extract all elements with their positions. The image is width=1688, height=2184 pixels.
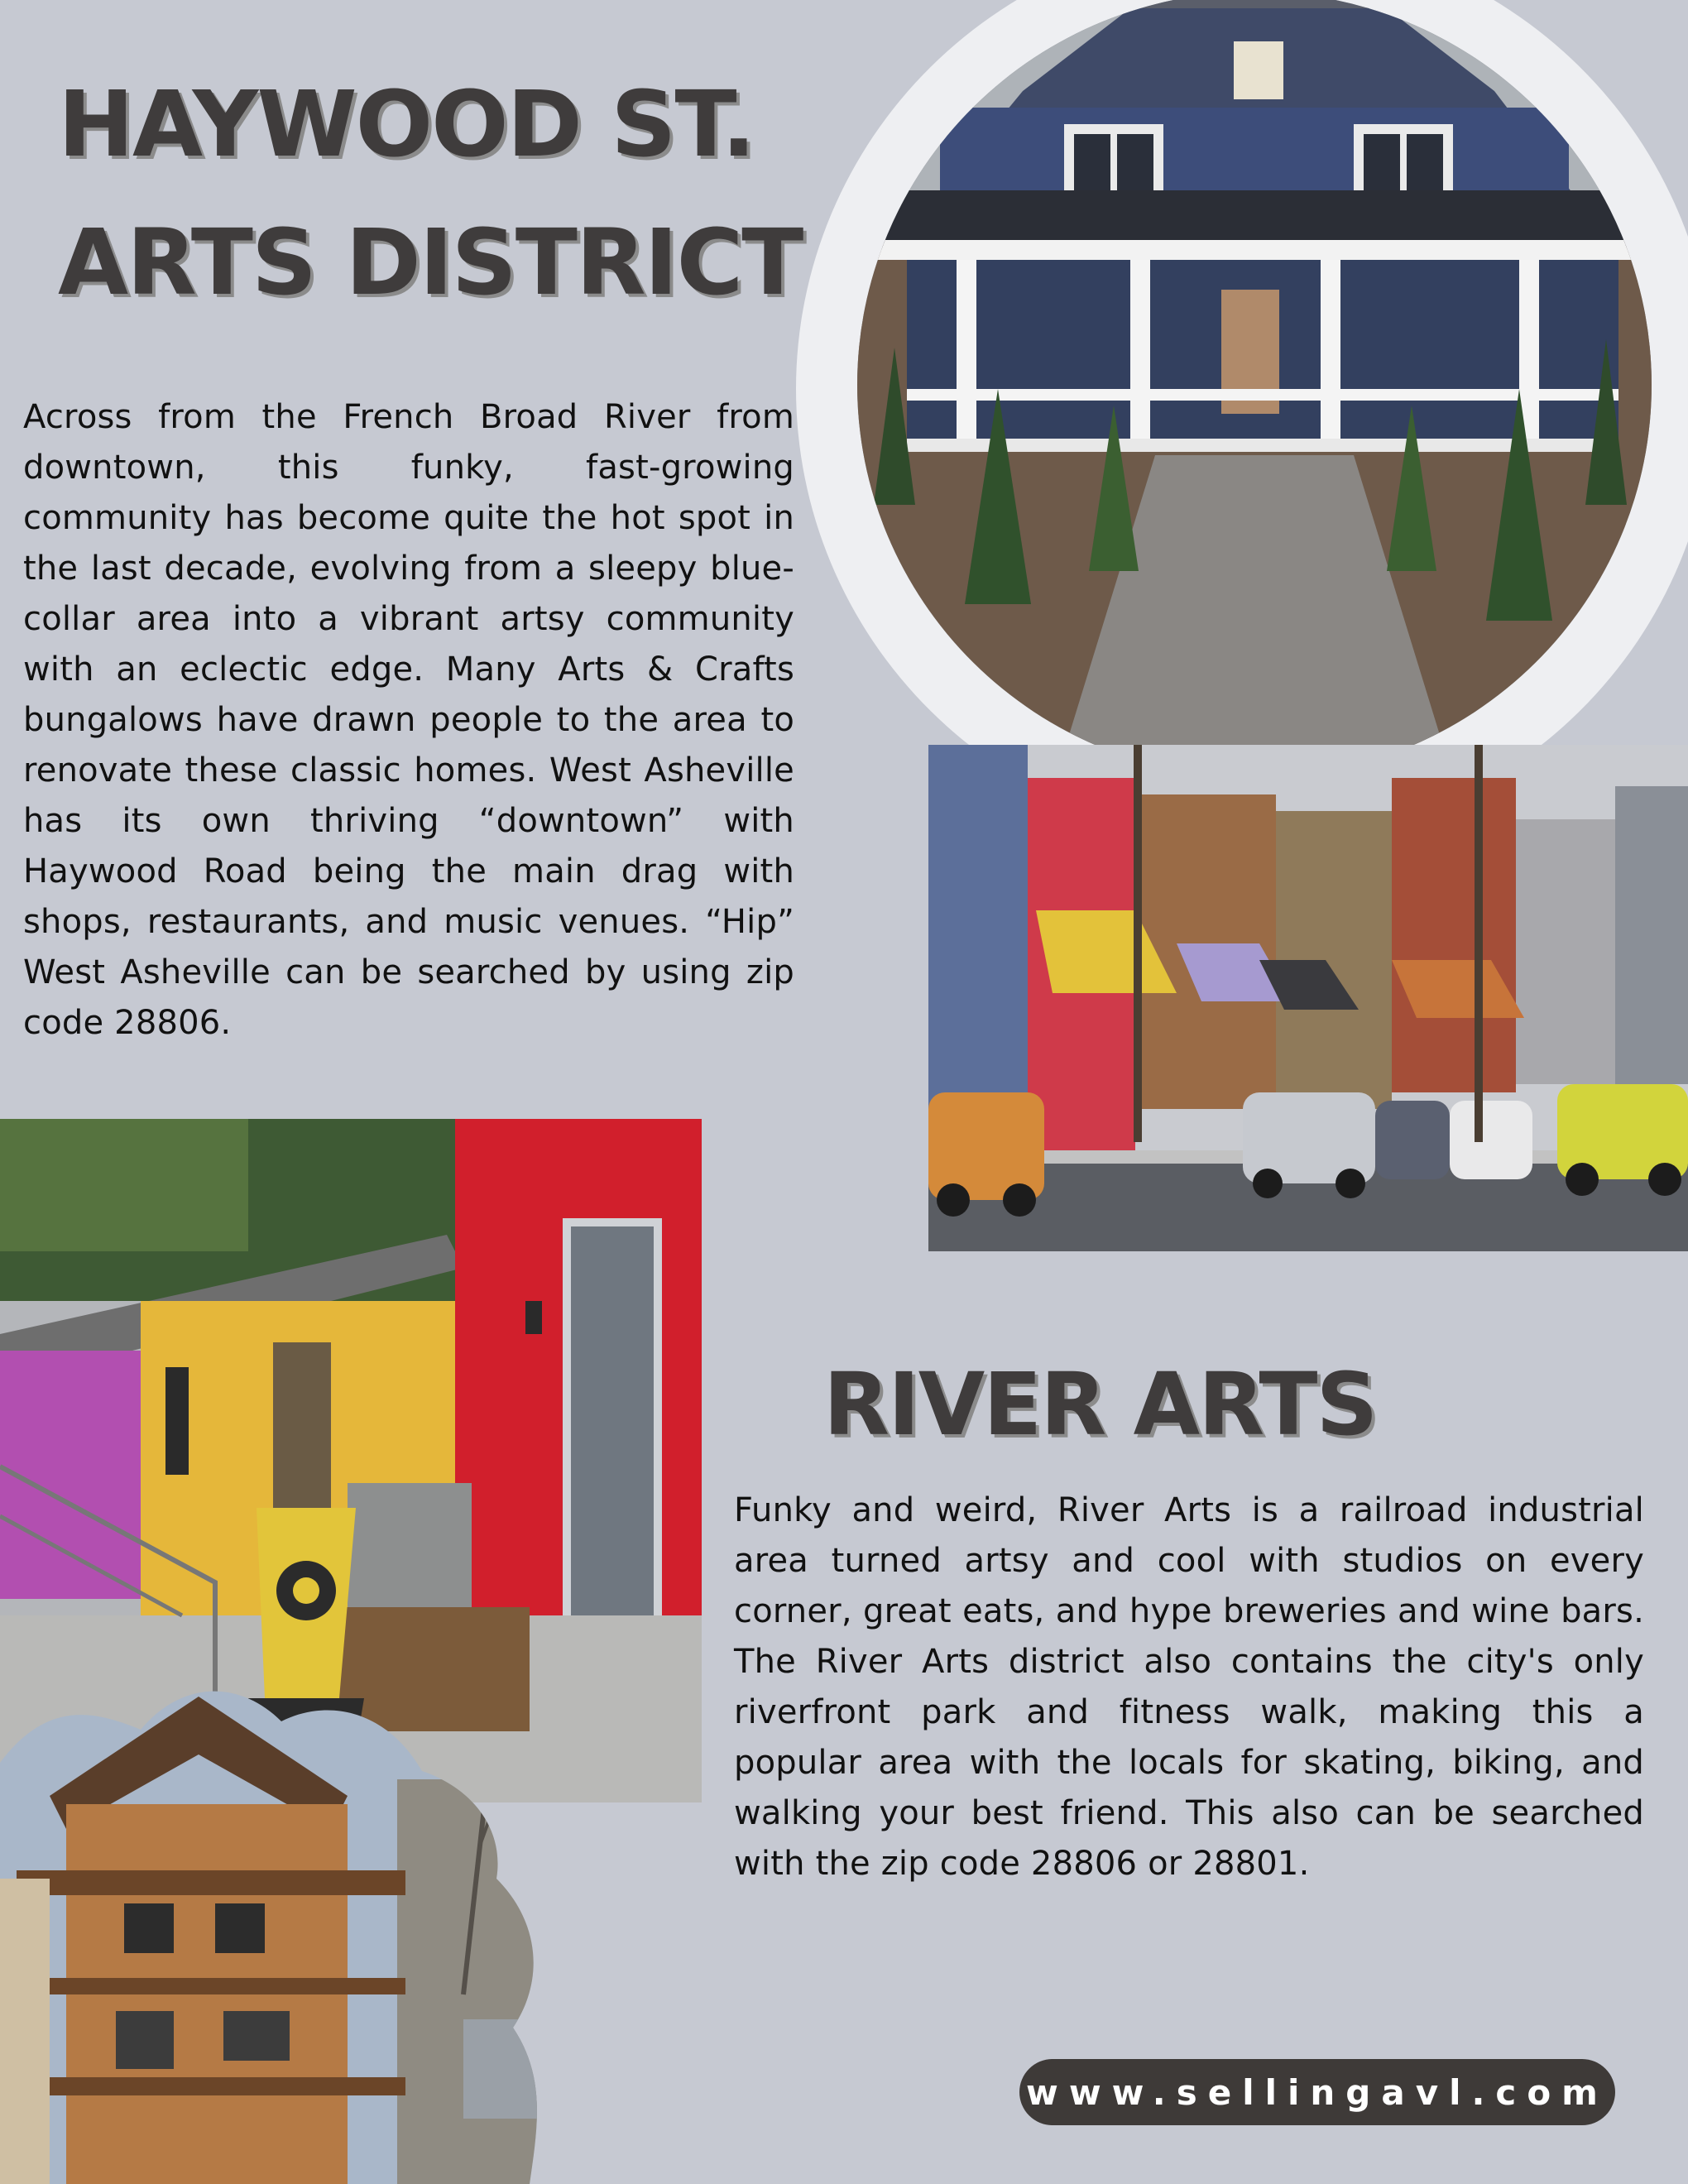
haywood-description: Across from the French Broad River from downtown, this funky, fast-growing community has become quite the hot spot in the last decade, evolving from a sleepy blue-collar area into a vibrant artsy community with an eclectic edge. Many Arts & Crafts bungalows have drawn people to the area to renovate these classic homes. West Asheville has its own thriving “downtown” with Haywood Road being the main drag with shops, restaurants, and music venues. “Hip” West Asheville can be searched by using zip code 28806. (23, 398, 794, 1042)
haywood-title-line1: HAYWOOD ST. (58, 71, 755, 177)
haywood-title-line2: ARTS DISTRICT (58, 209, 803, 315)
haywood-photo-frame (796, 0, 1688, 844)
river-arts-description: Funky and weird, River Arts is a railroad industrial area turned artsy and cool with studios on every corner, great eats, and hype breweries and wine bars. The River Arts district also contains the city's only riverfront park and fitness walk, making this a popular area with the locals for skating, biking, and walking your best friend. This also can be searched with the zip code 28806 or 28801. (734, 1491, 1644, 1883)
river-arts-title: RIVER ARTS (823, 1354, 1377, 1455)
website-link[interactable]: www.sellingavl.com (1019, 2059, 1615, 2125)
haywood-house-photo (857, 0, 1652, 778)
haywood-street-photo (928, 745, 1688, 1251)
river-arts-house-photo (0, 1663, 654, 2184)
